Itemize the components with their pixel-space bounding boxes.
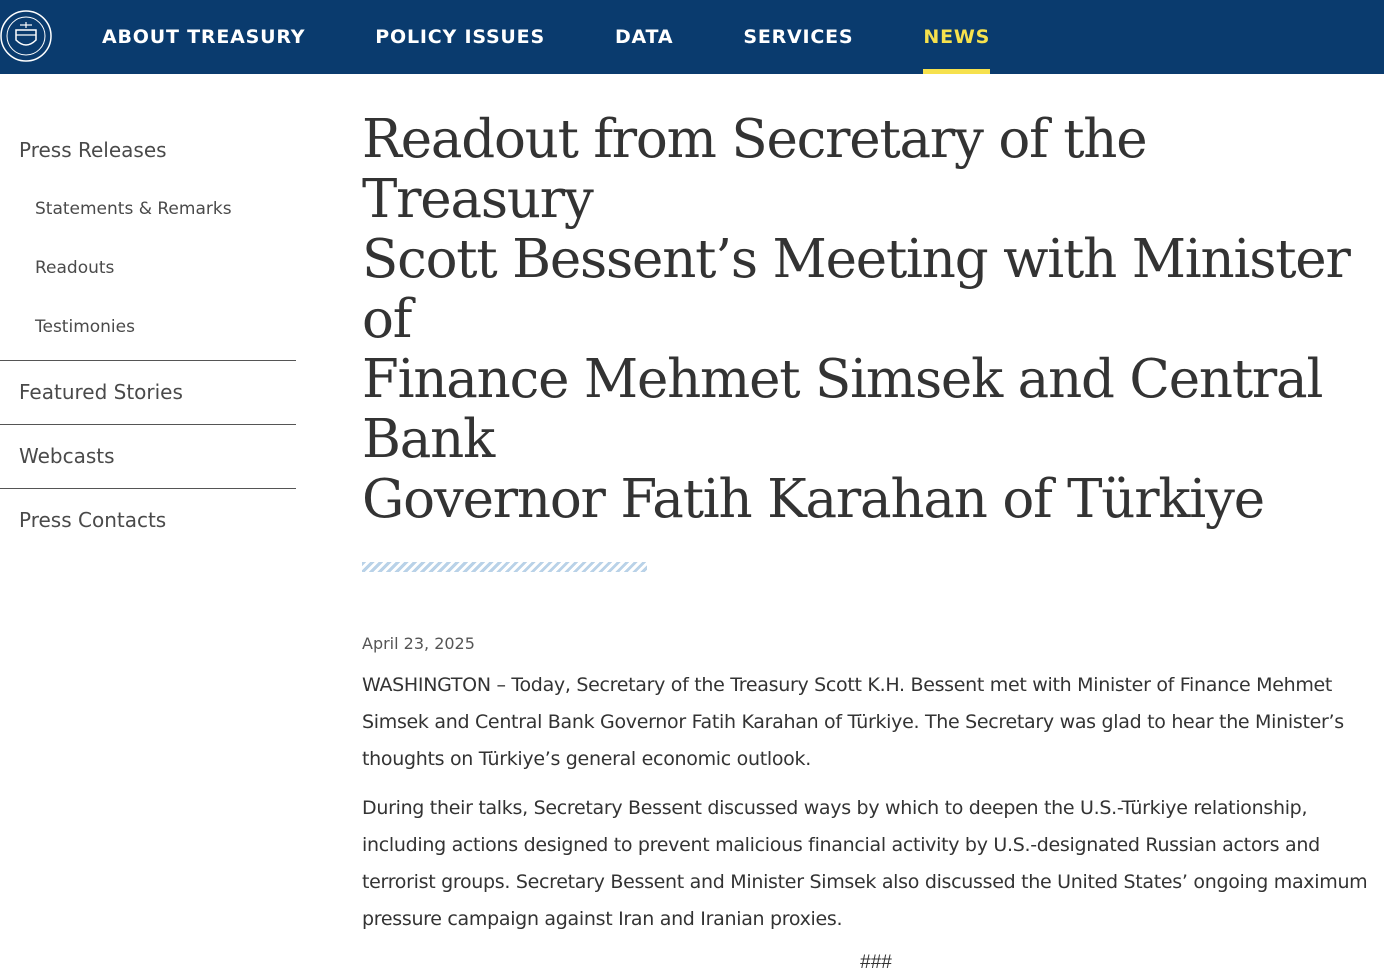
title-underline-decoration: [362, 562, 647, 572]
article-paragraph-1: WASHINGTON – Today, Secretary of the Treasury Scott K.H. Bessent met with Minister of Finance Mehmet Simsek and Central Bank Governor Fatih Karahan of Türkiye. The Secretary was glad to hear the Minister’s thoughts on Türkiye’s general economic outlook.: [362, 674, 1344, 770]
sidebar-item-testimonies[interactable]: Testimonies: [0, 298, 296, 361]
sidebar-item-readouts[interactable]: Readouts: [35, 258, 115, 278]
sidebar: [0, 120, 296, 553]
article: [362, 110, 1372, 974]
nav-news[interactable]: NEWS: [923, 0, 990, 74]
sidebar-item-statements-remarks[interactable]: Statements & Remarks: [35, 199, 232, 219]
article-paragraph-2: During their talks, Secretary Bessent discussed ways by which to deepen the U.S.-Türkiye relationship, including actions designed to prevent malicious financial activity by U.S.-designated Russian actors and terrorist groups. Secretary Bessent and Minister Simsek also discussed the United States’ ongoing maximum pressure campaign against Iran and Iranian proxies.: [362, 797, 1368, 930]
sidebar-item-press-releases[interactable]: Press Releases: [19, 138, 167, 162]
main-nav: [102, 0, 1060, 74]
nav-data[interactable]: DATA: [614, 26, 674, 48]
page-title: Readout from Secretary of the Treasury Scott Bessent’s Meeting with Minister of Finance Mehmet Simsek and Central Bank Governor Fatih Karahan of Türkiye: [362, 109, 1350, 530]
nav-policy-issues[interactable]: POLICY ISSUES: [375, 26, 545, 48]
treasury-seal-icon[interactable]: [0, 8, 54, 64]
sidebar-item-webcasts[interactable]: Webcasts: [0, 425, 296, 489]
nav-about-treasury[interactable]: ABOUT TREASURY: [102, 26, 306, 48]
end-mark: ###: [860, 952, 892, 973]
sidebar-item-press-contacts[interactable]: Press Contacts: [19, 508, 167, 532]
publish-date: April 23, 2025: [362, 634, 475, 653]
sidebar-item-featured-stories[interactable]: Featured Stories: [0, 361, 296, 425]
nav-services[interactable]: SERVICES: [743, 26, 854, 48]
top-navigation-bar: [0, 0, 1384, 74]
